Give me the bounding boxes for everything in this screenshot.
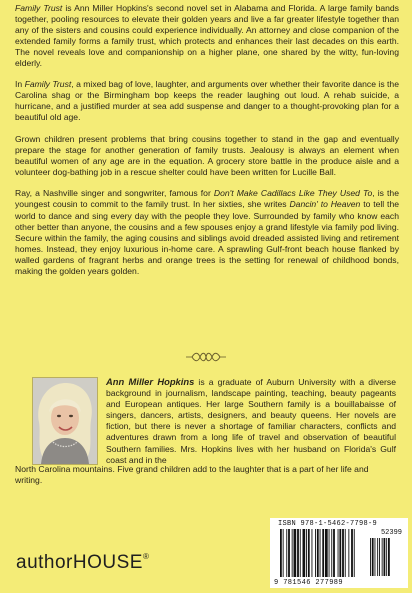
blurb-paragraph-3 <box>15 134 399 178</box>
blurb-paragraph-4 <box>15 188 399 277</box>
price-code: 52399 <box>380 529 402 537</box>
blurb-text: to tell the world to dance and sing every day with the people they love. Surrounded by family who know each other better than anyone, the cousins and a few spouses enjoy a grand lifestyle via family pod living. Secure within the family, the aging cousins and siblings avoid dreaded assisted living and retirement homes. Instead, they enjoy luxurious in-home care. A sprawling Gulf-front beach house flanked by walled gardens of fragrant herbs and orange trees is the setting for renewal of childhood bonds, making the golden years golden. <box>15 199 399 276</box>
publisher-logo <box>16 552 149 574</box>
author-bio-continued <box>15 464 395 486</box>
ornamental-divider-icon <box>186 351 226 363</box>
registered-mark: ® <box>142 552 150 561</box>
isbn-barcode <box>270 518 408 588</box>
book-blurb <box>15 3 399 286</box>
publisher-name-upper: HOUSE <box>72 552 143 573</box>
blurb-text: is Ann Miller Hopkins's second novel set in Alabama and Florida. A large family bands together, pooling resources to elevate their golden years and live a far greater lifestyle together than any of the sisters and cousins could experience individually. An attorney and close companion of the extended family forms a family trust, which protects and enhances their last decades on this earth. The novel reveals love and companionship on a higher plane, one shared by the witty, fun-loving elderly. <box>15 3 399 69</box>
author-bio-text: is a graduate of Auburn University with a diverse background in journalism, landscape painting, teaching, beauty pageants and European antiques. Her large Southern family is a bouillabaisse of singers, dancers, artists, designers, and beauty queens. Her novels are fiction, but there is never a shortage of familiar characters, conflicts and adventures drawn from a long life of travel and observation of beautiful Southern families. Mrs. Hopkins lives with her husband on Florida's Gulf coast and in the <box>106 377 397 465</box>
publisher-name-lower: author <box>16 552 73 573</box>
book-title: Family Trust <box>24 78 72 89</box>
barcode-bars <box>270 518 408 588</box>
author-bio-text: North Carolina mountains. Five grand children add to the laughter that is a part of her life and writing. <box>15 464 369 486</box>
blurb-text: In <box>15 78 25 89</box>
book-title: Family Trust <box>15 3 63 13</box>
blurb-text: Grown children present problems that bring cousins together to stand in the gap and eventually prepare the stage for another generation of family trusts. Jealousy is always an element when beautiful women of any age are in the equation. A grocery store battle in the produce aisle and a volunteer dog-bathing job in a rescue shelter could have been written for Lucille Ball. <box>15 133 399 178</box>
isbn-number: ISBN 978-1-5462-7798-9 <box>278 520 378 528</box>
barcode-digits: 9 781546 277989 <box>274 579 344 587</box>
blurb-text: Ray, a Nashville singer and songwriter, famous for <box>15 188 214 199</box>
song-title: Don't Make Cadillacs Like They Used To <box>213 188 373 199</box>
blurb-text: , a mixed bag of love, laughter, and arguments over whether their favorite dance is the Carolina shag or the Birmingham bop keeps the reader laughing out loud. A rehab suicide, a hurricane, and a justified murder at sea add suspense and danger to a thought-provoking plan for a beautiful old age. <box>15 78 399 122</box>
author-photo <box>32 377 98 465</box>
blurb-paragraph-2 <box>15 79 399 123</box>
blurb-paragraph-1 <box>15 3 399 70</box>
author-bio <box>106 376 396 466</box>
song-title: Dancin' to Heaven <box>289 199 361 210</box>
blurb-text: , is the youngest cousin to commit to the family trust. In her sixties, she writes <box>15 188 399 210</box>
author-name: Ann Miller Hopkins <box>106 376 195 387</box>
